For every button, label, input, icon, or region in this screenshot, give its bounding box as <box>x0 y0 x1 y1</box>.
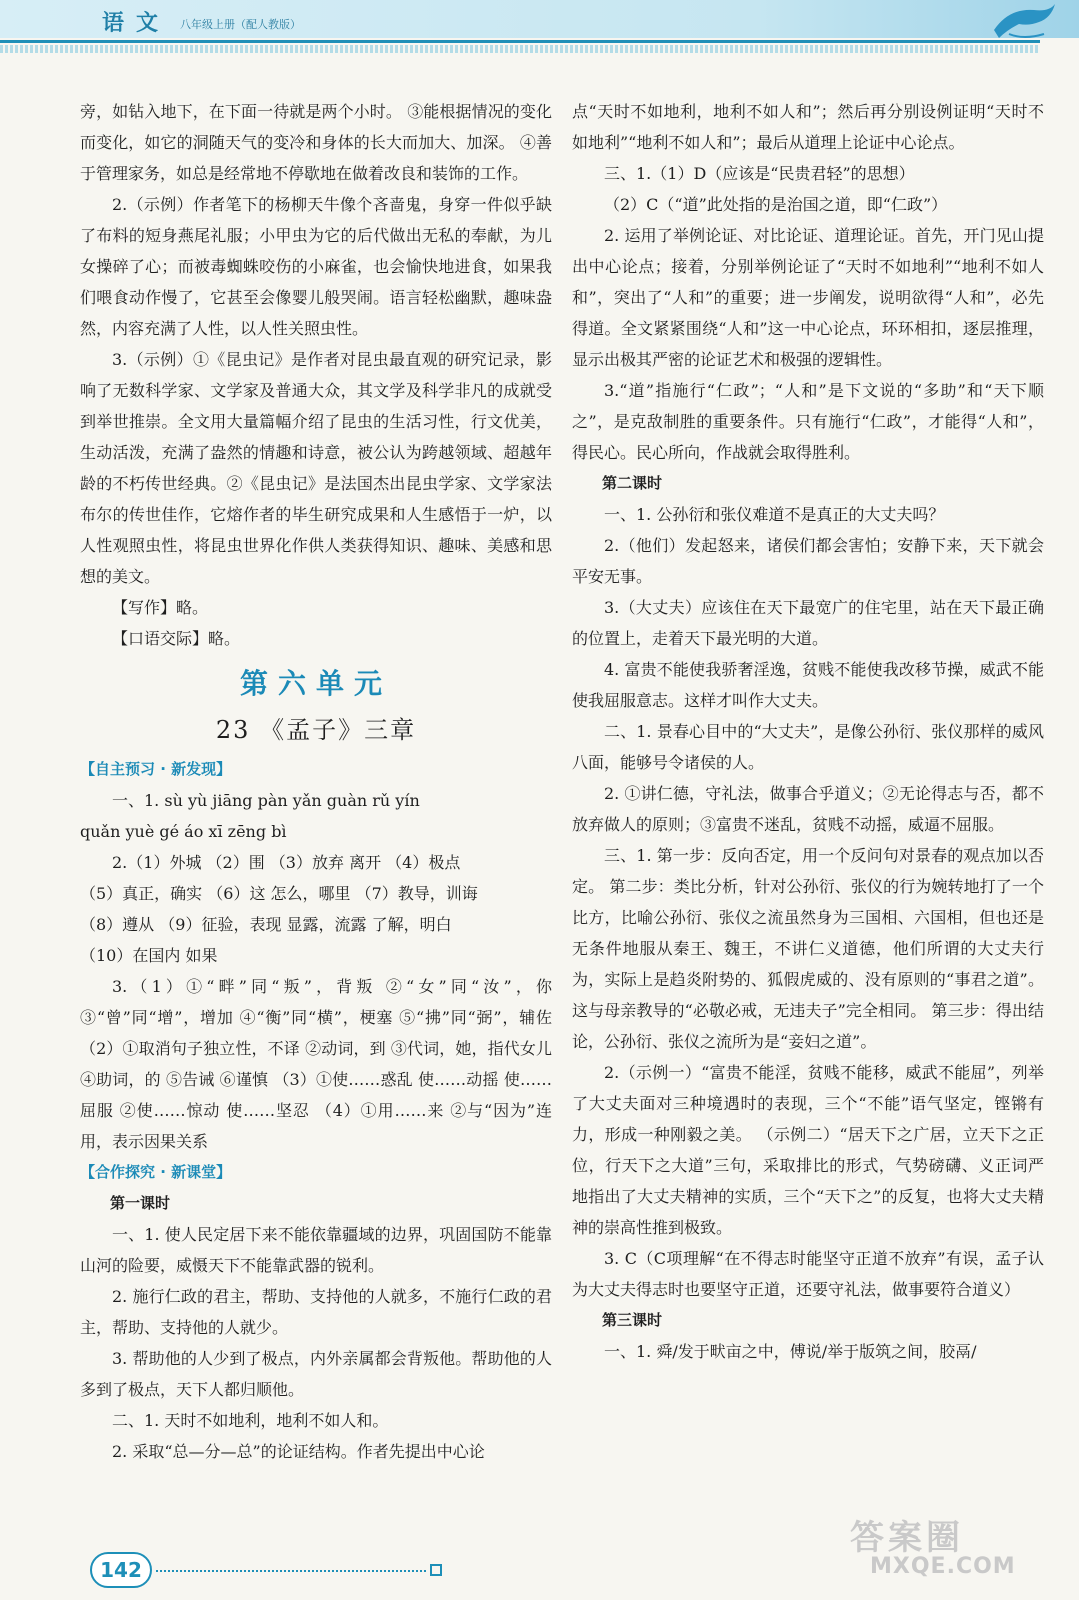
paragraph: （8）遵从 （9）征验，表现 显露，流露 了解，明白 <box>80 915 452 934</box>
page-header <box>0 0 1079 48</box>
paragraph: （10）在国内 如果 <box>80 946 218 965</box>
paragraph: 2. 采取“总—分—总”的论证结构。作者先提出中心论 <box>112 1442 485 1461</box>
subject-title: 语文 <box>102 11 171 36</box>
paragraph: 3. 帮助他的人少到了极点，内外亲属都会背叛他。帮助他的人多到了极点，天下人都归顺他。 <box>80 1349 552 1399</box>
paragraph: 三、1.（1）D（应该是“民贵君轻”的思想） <box>604 164 915 183</box>
paragraph: 2. ①讲仁德，守礼法，做事合乎道义；②无论得志与否，都不放弃做人的原则；③富贵不迷乱，贫贱不动摇，威逼不屈服。 <box>572 784 1044 834</box>
lesson-subhead: 第一课时 <box>110 1194 171 1212</box>
paragraph: 3. C（C项理解“在不得志时能坚守正道不放弃”有误，孟子认为大丈夫得志时也要坚守正道，还要守礼法，做事要符合道义） <box>572 1249 1044 1299</box>
paragraph: 【口语交际】略。 <box>112 629 241 648</box>
grade-label: 八年级上册（配人教版） <box>180 18 301 31</box>
paragraph: 3.（大丈夫）应该住在天下最宽广的住宅里，站在天下最正确的位置上，走着天下最光明的大道。 <box>572 598 1044 648</box>
paragraph: quǎn yuè gé áo xī zēng bì <box>80 822 287 841</box>
footer-dotted-rule <box>156 1570 426 1572</box>
paragraph: 2. 施行仁政的君主，帮助、支持他的人就多，不施行仁政的君主，帮助、支持他的人就少。 <box>80 1287 552 1337</box>
paragraph: 旁，如钻入地下，在下面一待就是两个小时。 ③能根据情况的变化而变化，如它的洞随天气的变冷和身体的长大而加大、加深。 ④善于管理家务，如总是经常地不停歇地在做着改良和装饰的工作。 <box>80 102 552 183</box>
left-column <box>80 96 552 1467</box>
paragraph: 三、1. 第一步：反向否定，用一个反问句对景春的观点加以否定。 第二步：类比分析，针对公孙衍、张仪的行为婉转地打了一个比方，比喻公孙衍、张仪之流虽然身为三国相、六国相，但也还是无条件地服从秦王、魏王，不讲仁义道德，他们所谓的大丈夫行为，实际上是趋炎附势的、狐假虎威的、没有原则的“事君之道”。这与母亲教导的“必敬必戒，无违夫子”完全相同。 第三步：得出结论，公孙衍、张仪之流所为是“妾妇之道”。 <box>572 846 1044 1051</box>
paragraph: 2.（示例一）“富贵不能淫，贫贱不能移，威武不能屈”，列举了大丈夫面对三种境遇时的表现，三个“不能”语气坚定，铿锵有力，形成一种刚毅之美。 （示例二）“居天下之广居，立天下之正位，行天下之大道”三句，采取排比的形式，气势磅礴、义正词严地指出了大丈夫精神的实质，三个“天下之”的反复，也将大丈夫精神的崇高性推到极致。 <box>572 1063 1044 1237</box>
section-tag: 【合作探究 · 新课堂】 <box>80 1163 232 1181</box>
watermark <box>850 1510 1060 1590</box>
paragraph: （5）真正，确实 （6）这 怎么，哪里 （7）教导，训诲 <box>80 884 478 903</box>
paragraph: 2.（示例）作者笔下的杨柳天牛像个吝啬鬼，身穿一件似乎缺了布料的短身燕尾礼服；小甲虫为它的后代做出无私的奉献，为儿女操碎了心；而被毒蜘蛛咬伤的小麻雀，也会愉快地进食，如果我们喂食动作慢了，它甚至会像婴儿般哭闹。语言轻松幽默，趣味盎然，内容充满了人性，以人性关照虫性。 <box>80 195 552 338</box>
unit-title: 第六单元 <box>239 667 392 700</box>
paragraph: 2. 运用了举例论证、对比论证、道理论证。首先，开门见山提出中心论点；接着，分别举例论证了“天时不如地利”“地利不如人和”，突出了“人和”的重要；进一步阐发，说明欲得“人和”，必先得道。全文紧紧围绕“人和”这一中心论点，环环相扣，逐层推理，显示出极其严密的论证艺术和极强的逻辑性。 <box>572 226 1044 369</box>
footer-square-icon <box>430 1564 442 1576</box>
lesson-title: 23 《孟子》三章 <box>215 716 417 744</box>
paragraph: 【写作】略。 <box>112 598 209 617</box>
watermark-logo: 答案圈 <box>850 1518 964 1558</box>
paragraph: 3.（1）①“畔”同“叛”，背叛 ②“女”同“汝”，你 ③“曾”同“增”，增加 ④“衡”同“横”，梗塞 ⑤“拂”同“弼”，辅佐 （2）①取消句子独立性，不译 ②动词，到 ③代词，她，指代女儿 ④助词，的 ⑤告诫 ⑥谨慎 （3）①使……惑乱 使……动摇 使……屈服 ②使……惊动 使……坚忍 （4）①用……来 ②与“因为”连用，表示因果关系 <box>80 977 552 1151</box>
paragraph: 4. 富贵不能使我骄奢淫逸，贫贱不能使我改移节操，威武不能使我屈服意志。这样才叫作大丈夫。 <box>572 660 1044 710</box>
paragraph: 一、1. 舜/发于畎亩之中，傅说/举于版筑之间，胶鬲/ <box>604 1342 977 1361</box>
lesson-subhead: 第二课时 <box>602 474 663 492</box>
page-footer <box>90 1552 450 1588</box>
paragraph: 2.（1）外城 （2）围 （3）放弃 离开 （4）极点 <box>112 853 461 872</box>
paragraph: 3.“道”指施行“仁政”；“人和”是下文说的“多助”和“天下顺之”，是克敌制胜的重要条件。只有施行“仁政”，才能得“人和”，得民心。民心所向，作战就会取得胜利。 <box>572 381 1044 462</box>
header-stripes <box>0 45 1040 53</box>
page-number: 142 <box>90 1552 152 1588</box>
paragraph: 二、1. 景春心目中的“大丈夫”，是像公孙衍、张仪那样的威风八面，能够号令诸侯的人。 <box>572 722 1044 772</box>
paragraph: 2.（他们）发起怒来，诸侯们都会害怕；安静下来，天下就会平安无事。 <box>572 536 1044 586</box>
header-rule <box>0 40 1040 43</box>
dolphin-icon <box>989 0 1059 42</box>
paragraph: 一、1. sù yù jiāng pàn yǎn guàn rǔ yín <box>112 791 420 810</box>
lesson-subhead: 第三课时 <box>602 1311 663 1329</box>
paragraph: 一、1. 公孙衍和张仪难道不是真正的大丈夫吗？ <box>604 505 945 524</box>
paragraph: 点“天时不如地利，地利不如人和”；然后再分别设例证明“天时不如地利”“地利不如人和”；最后从道理上论证中心论点。 <box>572 102 1044 152</box>
section-tag: 【自主预习 · 新发现】 <box>80 760 232 778</box>
paragraph: 一、1. 使人民定居下来不能依靠疆域的边界，巩固国防不能靠山河的险要，威慑天下不能靠武器的锐利。 <box>80 1225 552 1275</box>
right-column <box>572 96 1044 1367</box>
paragraph: 3.（示例）①《昆虫记》是作者对昆虫最直观的研究记录，影响了无数科学家、文学家及普通大众，其文学及科学非凡的成就受到举世推崇。全文用大量篇幅介绍了昆虫的生活习性，行文优美，生动活泼，充满了盎然的情趣和诗意，被公认为跨越领域、超越年龄的不朽传世经典。②《昆虫记》是法国杰出昆虫学家、文学家法布尔的传世佳作，它熔作者的毕生研究成果和人生感悟于一炉，以人性观照虫性，将昆虫世界化作供人类获得知识、趣味、美感和思想的美文。 <box>80 350 552 586</box>
paragraph: （2）C（“道”此处指的是治国之道，即“仁政”） <box>604 195 948 214</box>
paragraph: 二、1. 天时不如地利，地利不如人和。 <box>112 1411 389 1430</box>
watermark-url: MXQE.COM <box>870 1554 1016 1579</box>
